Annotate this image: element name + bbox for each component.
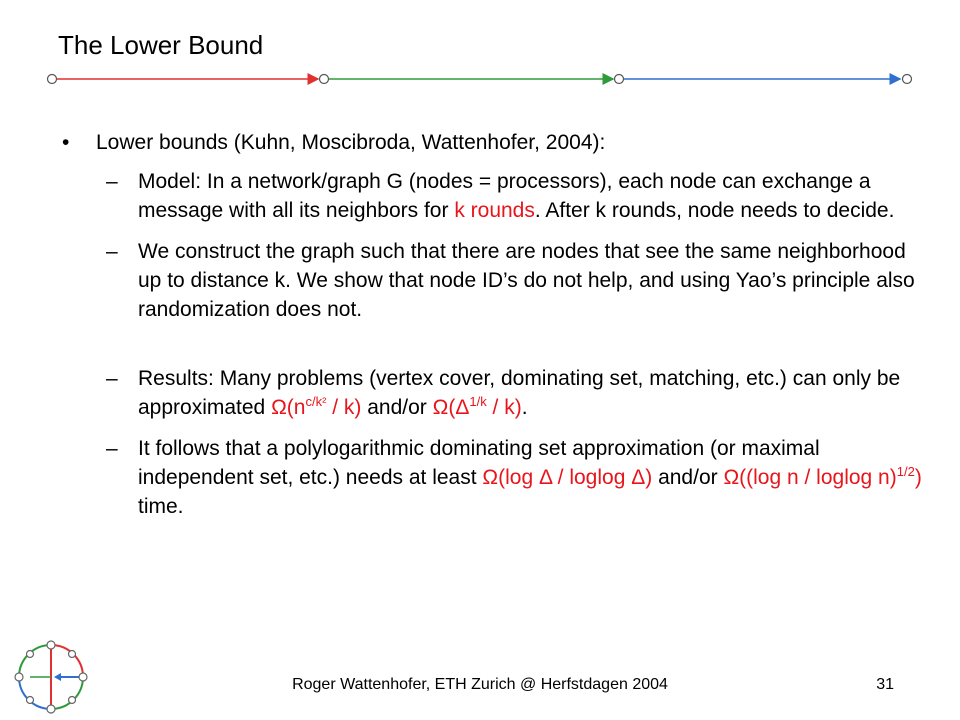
formula-part: ) [914,466,922,489]
formula-part: Ω((log n / loglog n) [723,466,897,489]
slide-title: The Lower Bound [58,30,264,60]
sub-item-results [62,364,922,422]
slide-footer [0,676,960,700]
formula-exponent: 1/2 [896,464,915,479]
dash-mark: – [106,170,118,193]
dash-mark: – [106,437,118,460]
formula-part: Ω(Δ [432,396,470,419]
results-text-mid: and/or [361,396,433,419]
formula-exponent: 1/k [469,394,487,409]
dash-mark: – [106,240,118,263]
construct-text: We construct the graph such that there are nodes that see the same neighborhood up to distance k. We show that node ID’s do not help, and using Yao’s principle also randomization does not. [138,240,915,321]
model-text-end: . After k rounds, node needs to decide. [534,199,895,222]
model-text: Model: In a network/graph G (nodes = processors), each node can exchange a message with all its neighbors for [138,170,871,222]
formula-part: / k) [486,396,522,419]
formula-part: Ω(n [271,396,306,419]
page-number: 31 [876,676,894,693]
spacer [62,336,922,364]
formula-exponent: c/k² [305,394,327,409]
bullet-mark: • [62,131,70,154]
follows-text-mid: and/or [652,466,724,489]
sub-item-follows [62,434,922,521]
bullet-text: Lower bounds (Kuhn, Moscibroda, Wattenhofer, 2004): [96,131,606,154]
bound-formula-3: Ω(log Δ / loglog Δ) [482,466,653,489]
results-text: Results: Many problems (vertex cover, dominating set, matching, etc.) can only be approximated [138,367,901,419]
bound-formula-2 [433,396,522,419]
formula-part: / k) [326,396,362,419]
dash-mark: – [106,367,118,390]
follows-text-end: time. [138,495,184,518]
follows-text: It follows that a polylogarithmic dominating set approximation (or maximal independent set, etc.) needs at least [138,437,820,489]
bullet-lower-bounds [62,128,922,157]
results-text-end: . [521,396,528,419]
k-rounds-highlight: k rounds [454,199,535,222]
bound-formula-1 [271,396,361,419]
slide-body [62,128,922,533]
bound-formula-4 [723,466,921,489]
sub-item-construct [62,237,922,324]
footer-text: Roger Wattenhofer, ETH Zurich @ Herfstdagen 2004 [292,676,668,693]
title-divider [0,60,960,100]
sub-item-model [62,167,922,225]
